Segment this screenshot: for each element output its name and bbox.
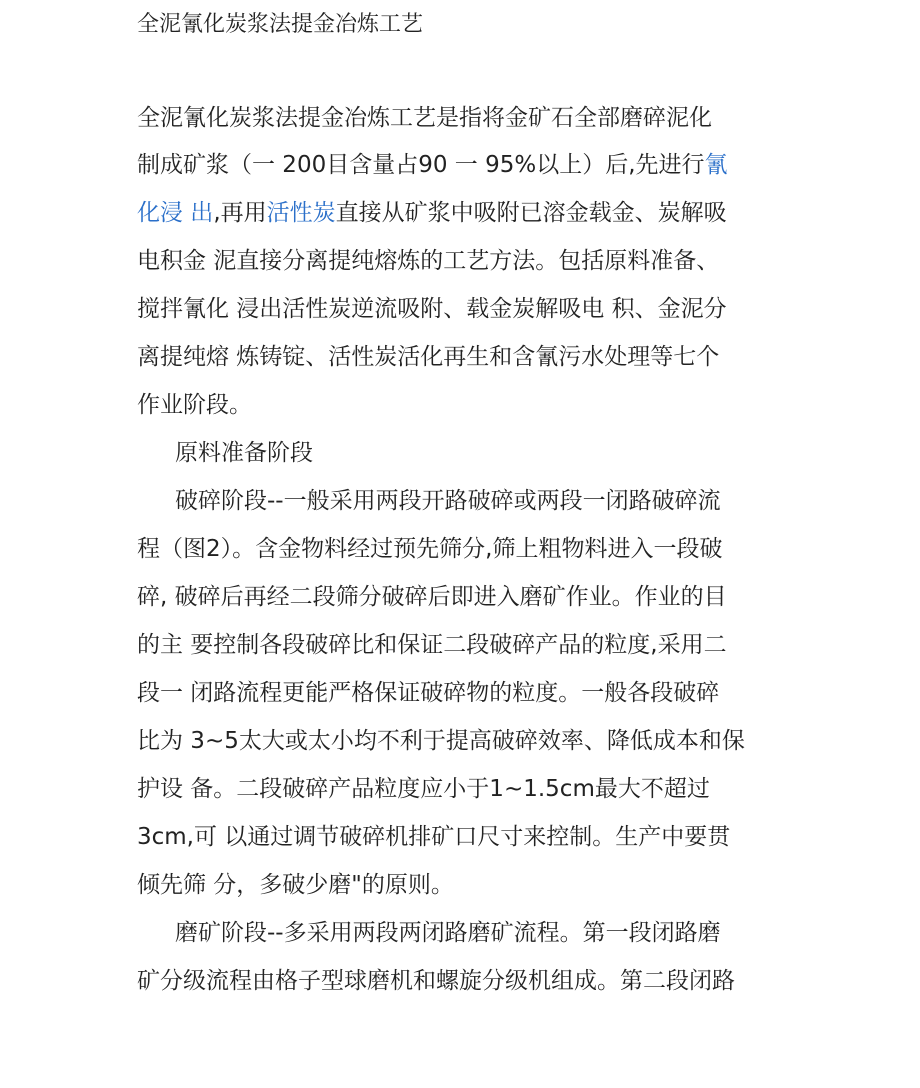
link-leaching[interactable]: 化浸 出 <box>137 200 214 226</box>
section-heading: 原料准备阶段 <box>175 440 313 466</box>
intro-line-6: 离提纯熔 炼铸锭、活性炭活化再生和含氰污水处理等七个 <box>137 344 720 370</box>
crushing-line-5: 段一 闭路流程更能严格保证破碎物的粒度。一般各段破碎 <box>137 680 720 706</box>
intro-line-4: 电积金 泥直接分离提纯熔炼的工艺方法。包括原料准备、 <box>137 248 720 274</box>
crushing-line-1: 破碎阶段--一般采用两段开路破碎或两段一闭路破碎流 <box>175 488 721 514</box>
grinding-line-1: 磨矿阶段--多采用两段两闭路磨矿流程。第一段闭路磨 <box>175 920 721 946</box>
crushing-line-2: 程（图2）。含金物料经过预先筛分,筛上粗物料进入一段破 <box>137 536 723 562</box>
doc-title: 全泥氰化炭浆法提金冶炼工艺 <box>137 12 424 37</box>
link-activated-carbon[interactable]: 活性炭 <box>266 200 336 226</box>
grinding-line-2: 矿分级流程由格子型球磨机和螺旋分级机组成。第二段闭路 <box>137 968 735 994</box>
crushing-line-9: 倾先筛 分，多破少磨"的原则。 <box>137 872 454 898</box>
intro-line-5: 搅拌氰化 浸出活性炭逆流吸附、载金炭解吸电 积、金泥分 <box>137 296 727 322</box>
intro-line-3-mid: ,再用 <box>213 200 267 226</box>
intro-line-2-text: 制成矿浆（一 200目含量占90 一 95%以上）后,先进行 <box>137 152 705 178</box>
crushing-line-8: 3cm,可 以通过调节破碎机排矿口尺寸来控制。生产中要贯 <box>137 824 731 850</box>
intro-line-7: 作业阶段。 <box>137 392 252 418</box>
crushing-line-6: 比为 3~5太大或太小均不利于提高破碎效率、降低成本和保 <box>137 728 745 754</box>
intro-line-1: 全泥氰化炭浆法提金冶炼工艺是指将金矿石全部磨碎泥化 <box>137 105 712 131</box>
crushing-line-7: 护设 备。二段破碎产品粒度应小于1~1.5cm最大不超过 <box>137 776 710 802</box>
crushing-line-3: 碎, 破碎后再经二段筛分破碎后即进入磨矿作业。作业的目 <box>137 584 727 610</box>
intro-line-3-text: 直接从矿浆中吸附已溶金载金、炭解吸 <box>335 200 727 226</box>
crushing-line-4: 的主 要控制各段破碎比和保证二段破碎产品的粒度,采用二 <box>137 632 727 658</box>
intro-line-3 <box>137 196 727 230</box>
link-cyanidation[interactable]: 氰 <box>704 152 728 178</box>
intro-line-2 <box>137 148 728 182</box>
